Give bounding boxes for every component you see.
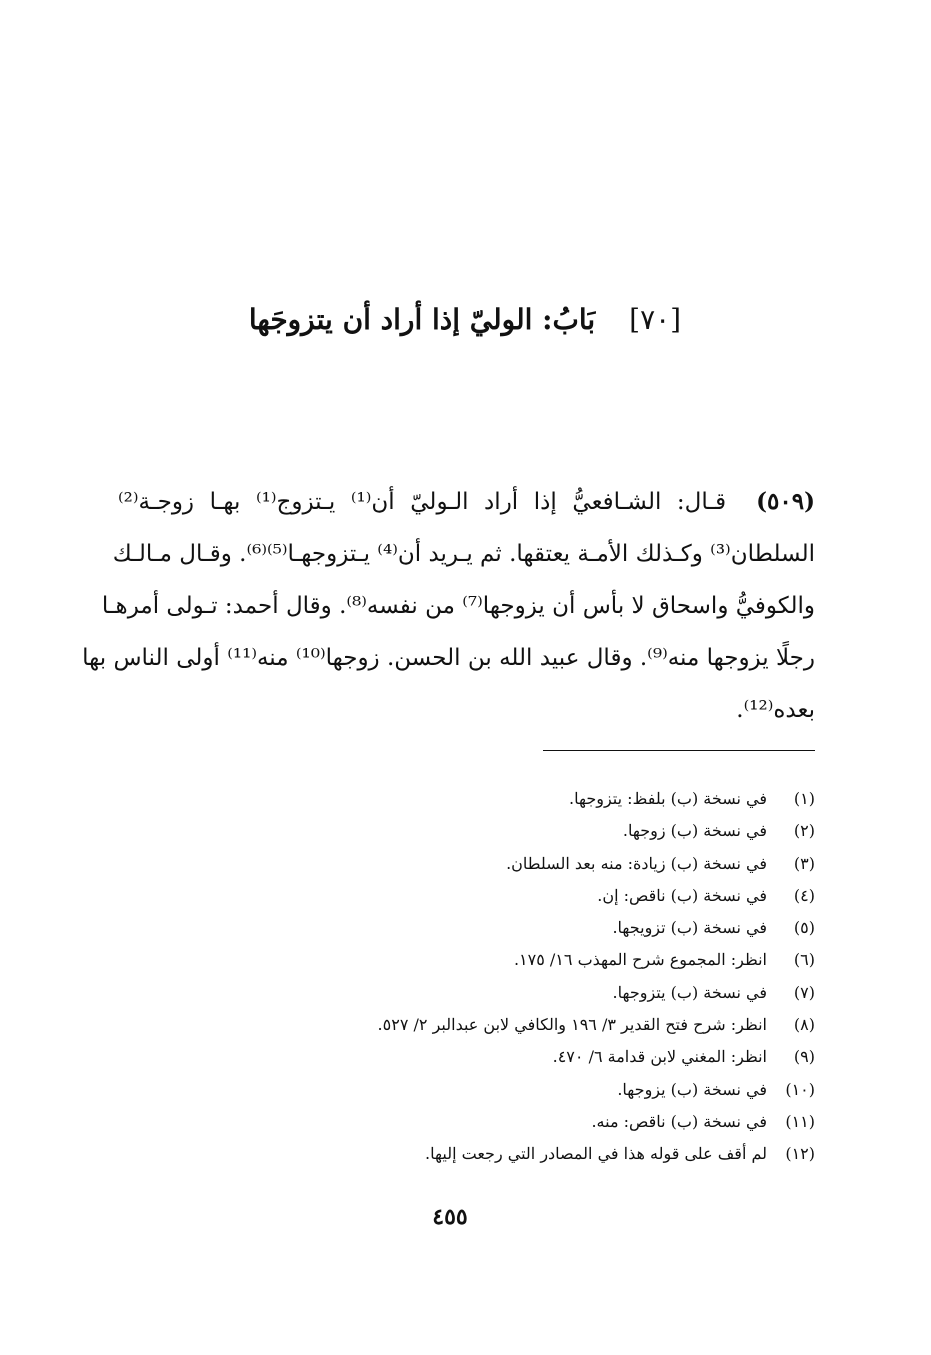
footnote-text: في نسخة (ب) يزوجها.: [617, 1079, 767, 1099]
footnote-number: (٣): [793, 853, 815, 873]
page-number: ٤٥٥: [432, 1204, 468, 1230]
chapter-title: بَابُ: الوليّ إذا أراد أن يتزوجَها: [248, 303, 596, 336]
footnote-item: [250, 783, 815, 815]
footnote-item: [250, 977, 815, 1009]
footnote-number: (٤): [793, 885, 815, 905]
main-paragraph: [82, 476, 815, 736]
footnote-text: انظر: المجموع شرح المهذب ١٦/ ١٧٥.: [513, 950, 767, 970]
footnote-number: (١٢): [785, 1144, 815, 1164]
footnote-text: انظر: شرح فتح القدير ٣/ ١٩٦ والكافي لابن عبدالبر ٢/ ٥٢٧.: [377, 1015, 767, 1035]
chapter-heading: [150, 303, 780, 336]
footnote-item: [250, 1106, 815, 1138]
paragraph-line: (٥٠٩)قـال: الشـافعيُّ إذا أراد الـوليّ أن⁽¹⁾ يـتزوج⁽¹⁾ بهـا زوجـة⁽²⁾: [118, 488, 815, 515]
footnote-text: في نسخة (ب) زوجها.: [622, 821, 767, 841]
footnotes-list: [250, 783, 815, 1171]
footnote-separator: [543, 750, 815, 751]
footnote-item: [250, 1041, 815, 1073]
footnote-number: (٢): [793, 821, 815, 841]
footnote-text: لم أقف على قوله هذا في المصادر التي رجعت إليها.: [425, 1144, 767, 1164]
paragraph-number: (٥٠٩): [756, 488, 815, 515]
footnote-text: في نسخة (ب) يتزوجها.: [612, 982, 767, 1002]
footnote-text: في نسخة (ب) ناقص: إن.: [597, 885, 767, 905]
footnote-item: [250, 848, 815, 880]
footnote-text: في نسخة (ب) زيادة: منه بعد السلطان.: [506, 853, 767, 873]
paragraph-line: والكوفيُّ واسحاق لا بأس أن يزوجها⁽⁷⁾ من نفسه⁽⁸⁾. وقال أحمد: تـولى أمرهـا: [101, 593, 815, 619]
footnote-item: [250, 944, 815, 976]
footnote-number: (١١): [785, 1111, 815, 1131]
footnote-number: (٥): [793, 918, 815, 938]
footnote-text: في نسخة (ب) بلفظ: يتزوجها.: [569, 789, 767, 808]
footnote-item: [250, 1009, 815, 1041]
footnote-item: [250, 1074, 815, 1106]
footnote-number: (١٠): [785, 1079, 815, 1099]
paragraph-line: السلطان⁽³⁾ وكـذلك الأمـة يعتقها. ثم يـريد أن⁽⁴⁾ يـتزوجهـا⁽⁵⁾⁽⁶⁾. وقـال مـالـك: [112, 541, 815, 567]
footnote-item: [250, 815, 815, 847]
footnote-item: [250, 1138, 815, 1170]
footnote-text: انظر: المغني لابن قدامة ٦/ ٤٧٠.: [552, 1047, 767, 1067]
chapter-number: [٧٠]: [629, 303, 682, 336]
footnote-number: (٧): [793, 982, 815, 1002]
footnote-number: (٨): [793, 1015, 815, 1035]
footnote-number: (٩): [793, 1047, 815, 1067]
footnote-text: في نسخة (ب) ناقص: منه.: [591, 1111, 767, 1131]
footnote-item: [250, 912, 815, 944]
footnote-number: (٦): [793, 950, 815, 970]
footnote-number: (١): [793, 789, 815, 808]
paragraph-line: بعده⁽¹²⁾.: [736, 697, 815, 723]
footnote-item: [250, 880, 815, 912]
footnote-text: في نسخة (ب) تزويجها.: [612, 918, 767, 938]
paragraph-line: رجلًا يزوجها منه⁽⁹⁾. وقال عبيد الله بن الحسن. زوجها⁽¹⁰⁾ منه⁽¹¹⁾ أولى الناس بها: [82, 645, 815, 671]
